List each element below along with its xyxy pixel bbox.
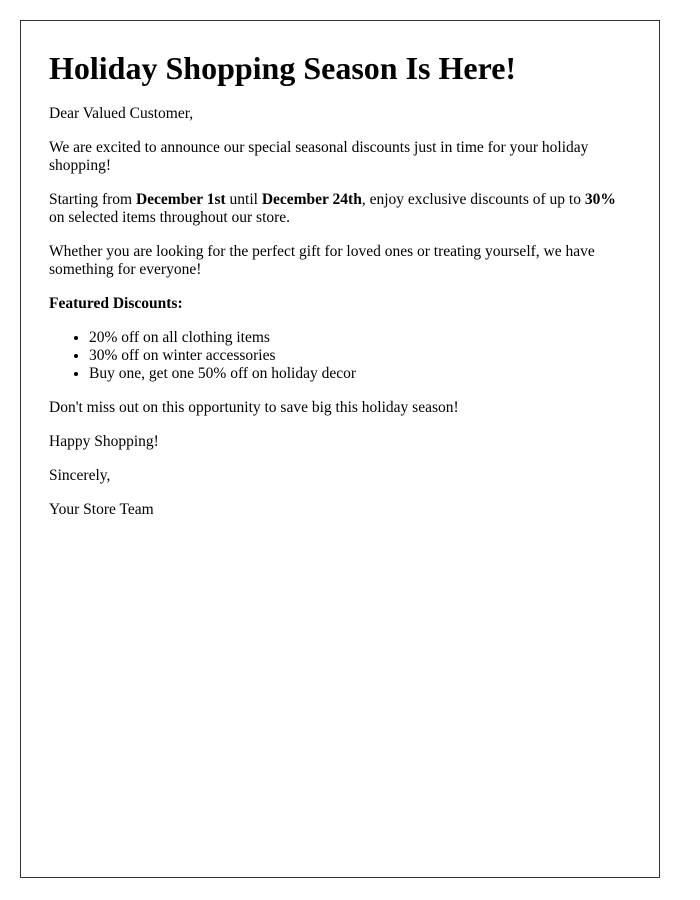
- dates-suffix-1: , enjoy exclusive discounts of up to: [361, 191, 585, 208]
- dates-prefix: Starting from: [49, 191, 136, 208]
- dates-paragraph: [49, 191, 631, 227]
- featured-heading: Featured Discounts:: [49, 295, 183, 312]
- discount-list: [49, 329, 631, 383]
- list-item: • Buy one, get one 50% off on holiday decor: [89, 365, 631, 383]
- list-item: • 30% off on winter accessories: [89, 347, 631, 365]
- dates-middle: until: [225, 191, 262, 208]
- start-date: December 1st: [135, 191, 226, 208]
- letter-title: Holiday Shopping Season Is Here!: [49, 50, 517, 86]
- discount-percent: 30%: [584, 191, 616, 208]
- closing: Sincerely,: [49, 467, 111, 484]
- signature: Your Store Team: [49, 501, 154, 518]
- intro-paragraph: We are excited to announce our special seasonal discounts just in time for your holiday shopping!: [49, 139, 589, 174]
- greeting: Dear Valued Customer,: [49, 105, 194, 122]
- dates-suffix-2: on selected items throughout our store.: [49, 209, 291, 226]
- happy-shopping: Happy Shopping!: [49, 433, 159, 450]
- list-item: • 20% off on all clothing items: [89, 329, 631, 347]
- cta-paragraph: Don't miss out on this opportunity to save big this holiday season!: [49, 399, 459, 416]
- letter-card: [20, 20, 660, 878]
- whether-paragraph: Whether you are looking for the perfect gift for loved ones or treating yourself, we have something for everyone!: [49, 243, 595, 278]
- end-date: December 24th: [261, 191, 362, 208]
